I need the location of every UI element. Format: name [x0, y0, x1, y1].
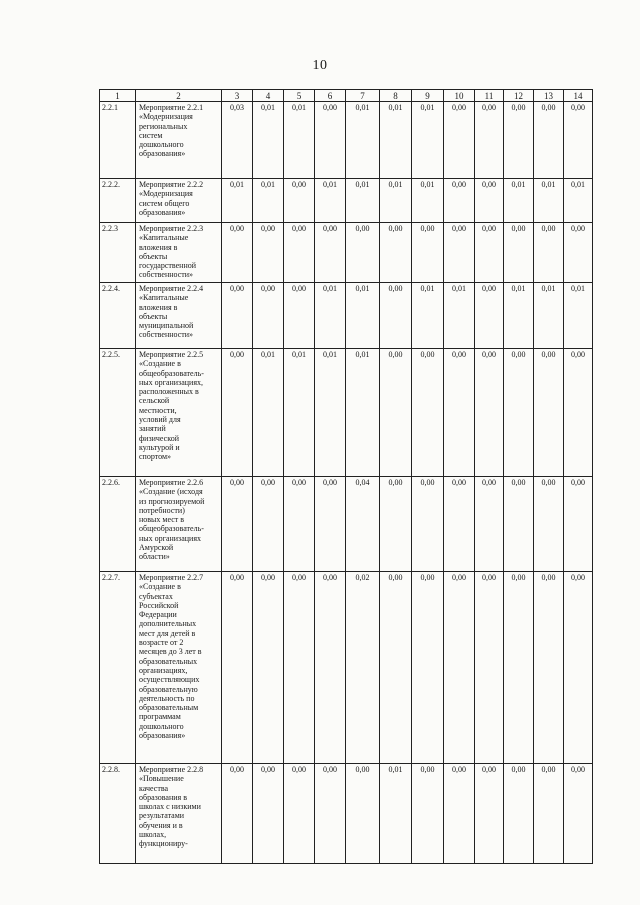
value-cell: 0,01 [346, 179, 380, 223]
data-table [99, 89, 593, 864]
row-number: 2.2.5. [100, 349, 136, 477]
value-cell: 0,01 [222, 179, 253, 223]
value-cell: 0,01 [315, 349, 346, 477]
value-cell: 0,01 [534, 283, 564, 349]
value-cell: 0,00 [380, 477, 412, 572]
value-cell: 0,01 [253, 179, 284, 223]
value-cell: 0,00 [534, 349, 564, 477]
row-description: Мероприятие 2.2.2 «Модернизация систем общего образования» [136, 179, 222, 223]
value-cell: 0,00 [315, 572, 346, 764]
column-header: 13 [534, 90, 564, 102]
table-row [100, 349, 593, 477]
value-cell: 0,00 [504, 102, 534, 179]
value-cell: 0,01 [412, 179, 444, 223]
value-cell: 0,00 [222, 283, 253, 349]
value-cell: 0,00 [284, 477, 315, 572]
value-cell: 0,01 [564, 179, 593, 223]
row-description: Мероприятие 2.2.5 «Создание в общеобразователь- ных организациях, расположенных в сельской местности, условий для занятий физической культурой и спортом» [136, 349, 222, 477]
value-cell: 0,00 [475, 102, 504, 179]
value-cell: 0,00 [284, 572, 315, 764]
column-header: 9 [412, 90, 444, 102]
value-cell: 0,00 [346, 764, 380, 864]
value-cell: 0,00 [475, 349, 504, 477]
value-cell: 0,01 [534, 179, 564, 223]
row-description: Мероприятие 2.2.1 «Модернизация региональных систем дошкольного образования» [136, 102, 222, 179]
value-cell: 0,01 [346, 102, 380, 179]
row-number: 2.2.3 [100, 223, 136, 283]
value-cell: 0,01 [380, 179, 412, 223]
value-cell: 0,00 [222, 764, 253, 864]
column-header: 12 [504, 90, 534, 102]
value-cell: 0,01 [253, 102, 284, 179]
value-cell: 0,00 [380, 572, 412, 764]
value-cell: 0,00 [444, 477, 475, 572]
table-row [100, 223, 593, 283]
value-cell: 0,00 [315, 477, 346, 572]
value-cell: 0,00 [564, 223, 593, 283]
value-cell: 0,00 [475, 223, 504, 283]
value-cell: 0,00 [534, 477, 564, 572]
value-cell: 0,00 [444, 179, 475, 223]
value-cell: 0,01 [284, 102, 315, 179]
value-cell: 0,01 [346, 283, 380, 349]
column-header: 3 [222, 90, 253, 102]
value-cell: 0,00 [564, 349, 593, 477]
row-description: Мероприятие 2.2.3 «Капитальные вложения в объекты государственной собственности» [136, 223, 222, 283]
value-cell: 0,00 [564, 477, 593, 572]
value-cell: 0,03 [222, 102, 253, 179]
row-number: 2.2.6. [100, 477, 136, 572]
row-number: 2.2.2. [100, 179, 136, 223]
value-cell: 0,00 [315, 223, 346, 283]
value-cell: 0,00 [475, 572, 504, 764]
value-cell: 0,01 [315, 179, 346, 223]
value-cell: 0,00 [412, 477, 444, 572]
column-header: 11 [475, 90, 504, 102]
value-cell: 0,00 [380, 223, 412, 283]
value-cell: 0,00 [253, 764, 284, 864]
value-cell: 0,01 [253, 349, 284, 477]
column-header: 4 [253, 90, 284, 102]
value-cell: 0,00 [412, 572, 444, 764]
table-row [100, 572, 593, 764]
value-cell: 0,00 [475, 477, 504, 572]
table-row [100, 102, 593, 179]
value-cell: 0,00 [534, 572, 564, 764]
value-cell: 0,01 [380, 102, 412, 179]
row-number: 2.2.4. [100, 283, 136, 349]
value-cell: 0,00 [504, 477, 534, 572]
header-row [100, 90, 593, 102]
value-cell: 0,00 [412, 764, 444, 864]
row-description: Мероприятие 2.2.6 «Создание (исходя из прогнозируемой потребности) новых мест в общеобразователь- ных организациях Амурской области» [136, 477, 222, 572]
value-cell: 0,00 [253, 572, 284, 764]
value-cell: 0,00 [564, 102, 593, 179]
value-cell: 0,00 [315, 102, 346, 179]
row-number: 2.2.1 [100, 102, 136, 179]
value-cell: 0,00 [315, 764, 346, 864]
value-cell: 0,02 [346, 572, 380, 764]
table-row [100, 179, 593, 223]
value-cell: 0,00 [504, 349, 534, 477]
value-cell: 0,00 [444, 764, 475, 864]
value-cell: 0,00 [444, 572, 475, 764]
column-header: 10 [444, 90, 475, 102]
value-cell: 0,00 [222, 223, 253, 283]
value-cell: 0,00 [534, 102, 564, 179]
column-header: 6 [315, 90, 346, 102]
column-header: 14 [564, 90, 593, 102]
value-cell: 0,00 [380, 283, 412, 349]
value-cell: 0,00 [253, 283, 284, 349]
column-header: 8 [380, 90, 412, 102]
value-cell: 0,00 [475, 764, 504, 864]
table-row [100, 764, 593, 864]
value-cell: 0,00 [222, 477, 253, 572]
row-description: Мероприятие 2.2.8 «Повышение качества образования в школах с низкими результатами обучения и в школах, функциониру- [136, 764, 222, 864]
value-cell: 0,01 [412, 283, 444, 349]
page-number: 10 [312, 58, 328, 73]
value-cell: 0,01 [564, 283, 593, 349]
value-cell: 0,00 [534, 764, 564, 864]
column-header: 7 [346, 90, 380, 102]
value-cell: 0,01 [284, 349, 315, 477]
value-cell: 0,00 [444, 102, 475, 179]
value-cell: 0,00 [475, 283, 504, 349]
value-cell: 0,00 [284, 764, 315, 864]
column-header: 5 [284, 90, 315, 102]
table-row [100, 477, 593, 572]
value-cell: 0,00 [412, 223, 444, 283]
value-cell: 0,00 [534, 223, 564, 283]
value-cell: 0,00 [412, 349, 444, 477]
value-cell: 0,01 [315, 283, 346, 349]
row-number: 2.2.8. [100, 764, 136, 864]
value-cell: 0,00 [222, 572, 253, 764]
value-cell: 0,00 [222, 349, 253, 477]
value-cell: 0,01 [346, 349, 380, 477]
value-cell: 0,00 [253, 477, 284, 572]
value-cell: 0,00 [564, 764, 593, 864]
value-cell: 0,00 [253, 223, 284, 283]
row-description: Мероприятие 2.2.7 «Создание в субъектах Российской Федерации дополнительных мест для детей в возрасте от 2 месяцев до 3 лет в образовательных организациях, осуществляющих образовательную деятельность по образовательным программам дошкольного образования» [136, 572, 222, 764]
value-cell: 0,01 [504, 283, 534, 349]
value-cell: 0,01 [504, 179, 534, 223]
value-cell: 0,00 [284, 283, 315, 349]
value-cell: 0,00 [284, 179, 315, 223]
row-number: 2.2.7. [100, 572, 136, 764]
value-cell: 0,00 [346, 223, 380, 283]
value-cell: 0,00 [444, 349, 475, 477]
value-cell: 0,00 [444, 223, 475, 283]
column-header: 2 [136, 90, 222, 102]
row-description: Мероприятие 2.2.4 «Капитальные вложения в объекты муниципальной собственности» [136, 283, 222, 349]
value-cell: 0,00 [380, 349, 412, 477]
table-row [100, 283, 593, 349]
value-cell: 0,00 [475, 179, 504, 223]
value-cell: 0,04 [346, 477, 380, 572]
value-cell: 0,01 [380, 764, 412, 864]
value-cell: 0,01 [412, 102, 444, 179]
value-cell: 0,00 [504, 572, 534, 764]
value-cell: 0,00 [564, 572, 593, 764]
value-cell: 0,01 [444, 283, 475, 349]
value-cell: 0,00 [284, 223, 315, 283]
value-cell: 0,00 [504, 223, 534, 283]
value-cell: 0,00 [504, 764, 534, 864]
column-header: 1 [100, 90, 136, 102]
